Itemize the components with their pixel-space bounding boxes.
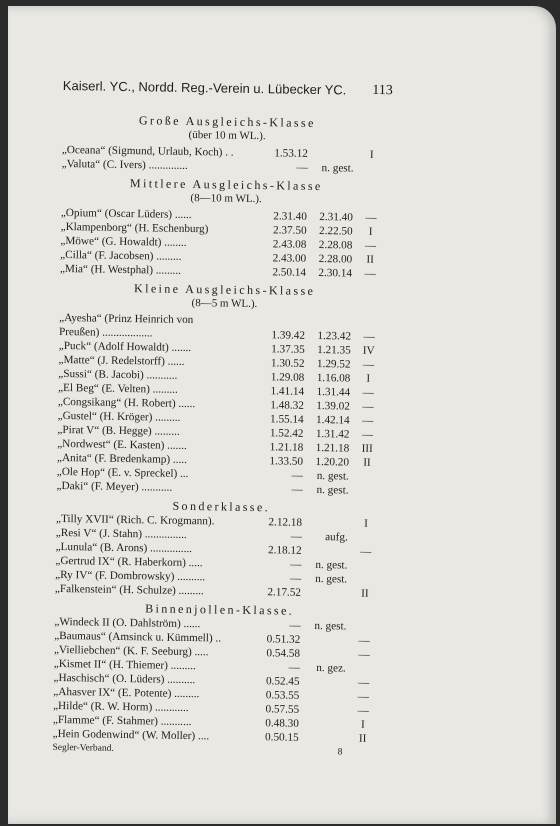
time-sailed: — <box>288 661 300 674</box>
place: II <box>361 587 369 600</box>
time-sailed: 2.50.14 <box>272 266 307 279</box>
time-sailed: 1.21.18 <box>269 441 304 454</box>
book-page <box>8 6 556 824</box>
place: IV <box>362 344 375 357</box>
place: — <box>363 330 375 343</box>
section-subtitle: (8—5 m WL.). <box>191 297 258 311</box>
yacht-entry: „Mia“ (H. Westphal) ......... <box>59 262 182 277</box>
time-sailed: 0.57.55 <box>265 703 300 716</box>
place: III <box>361 442 373 455</box>
time-sailed: — <box>291 483 303 496</box>
place: — <box>357 704 369 717</box>
time-corrected: 2.22.50 <box>318 225 353 238</box>
place <box>357 316 381 330</box>
section-title: Große Ausgleichs-Klasse <box>138 113 316 130</box>
place: — <box>361 414 374 427</box>
time-sailed: — <box>290 530 302 543</box>
place: I <box>360 718 365 731</box>
place <box>355 470 379 484</box>
yacht-entry: „Flamme“ (F. Stahmer) ........... <box>52 713 192 729</box>
time-sailed: 0.52.45 <box>265 675 300 688</box>
footer-sheet-number: 8 <box>337 747 343 758</box>
yacht-entry: „Oceana“ (Sigmund, Urlaub, Koch) . . <box>61 143 234 159</box>
time-corrected: 1.29.52 <box>316 358 351 371</box>
place: — <box>362 358 375 371</box>
time-corrected: n. gest. <box>316 470 349 483</box>
yacht-entry: „Tilly XVII“ (Rich. C. Krogmann). <box>55 512 215 528</box>
yacht-entry: „Daki“ (F. Meyer) ........... <box>56 479 173 494</box>
yacht-entry: „Ry IV“ (F. Dombrowsky) .......... <box>55 568 206 584</box>
time-corrected: n. gest. <box>315 559 348 572</box>
time-corrected: n. gest. <box>316 484 349 497</box>
place: — <box>359 545 372 558</box>
time-corrected: 1.39.02 <box>316 400 350 413</box>
place: I <box>366 372 371 385</box>
time-corrected: 1.42.14 <box>316 414 350 427</box>
time-corrected: 1.21.18 <box>315 442 350 455</box>
time-sailed: 2.12.18 <box>268 516 303 529</box>
yacht-entry: „Congsikang“ (H. Robert) ...... <box>57 395 196 411</box>
section-subtitle: (8—10 m WL.). <box>190 192 262 206</box>
place: I <box>369 148 374 161</box>
time-corrected <box>305 689 351 704</box>
yacht-entry: „El Beg“ (E. Velten) ......... <box>58 381 178 396</box>
place: — <box>357 690 370 703</box>
yacht-entry: „Falkenstein“ (H. Schulze) ......... <box>54 582 204 598</box>
yacht-entry: „Cilla“ (F. Jacobsen) ......... <box>60 248 182 263</box>
time-sailed: 2.17.52 <box>267 586 302 599</box>
place <box>353 559 377 573</box>
time-corrected: 1.31.42 <box>315 428 350 441</box>
time-sailed: 0.54.58 <box>266 647 301 660</box>
time-sailed: 0.51.32 <box>266 633 301 646</box>
time-corrected: n. gest. <box>315 573 348 586</box>
time-sailed <box>265 314 311 329</box>
time-corrected: 2.31.40 <box>319 211 353 224</box>
section-title: Mittlere Ausgleichs-Klasse <box>129 176 323 194</box>
time-sailed: 2.31.40 <box>273 210 307 223</box>
time-sailed: — <box>289 572 302 585</box>
section-title: Kleine Ausgleichs-Klasse <box>133 281 316 298</box>
time-sailed: 1.41.14 <box>270 385 305 398</box>
section-subtitle: (über 10 m WL.). <box>188 128 266 143</box>
yacht-entry: „Ahasver IX“ (E. Potente) ......... <box>53 685 200 701</box>
running-header <box>63 78 393 99</box>
time-corrected <box>305 703 351 718</box>
place <box>354 531 378 545</box>
time-sailed: 1.30.52 <box>270 357 305 370</box>
time-sailed: 1.29.08 <box>270 371 305 384</box>
time-sailed: — <box>291 469 303 482</box>
time-corrected <box>307 586 353 601</box>
time-corrected <box>306 647 352 662</box>
section-title: Binnenjollen-Klasse. <box>145 601 295 618</box>
time-corrected <box>308 516 354 531</box>
yacht-entry: „Baumaus“ (Amsinck u. Kümmell) .. <box>54 629 222 645</box>
yacht-entry: „Lunula“ (B. Arons) ............... <box>55 540 193 556</box>
page-number: 113 <box>372 82 393 99</box>
time-corrected <box>306 633 352 648</box>
yacht-entry: „Valuta“ (C. Ivers) .............. <box>61 157 188 172</box>
time-corrected: n. gest. <box>321 162 354 175</box>
yacht-entry: „Puck“ (Adolf Howaldt) ....... <box>58 339 192 355</box>
yacht-entry: „Pirat V“ (B. Hegge) ......... <box>57 423 180 438</box>
place: I <box>368 225 373 238</box>
time-sailed: 1.33.50 <box>269 455 304 468</box>
time-sailed: 2.43.00 <box>272 252 307 265</box>
place <box>353 573 377 587</box>
time-corrected <box>305 731 351 746</box>
yacht-entry: „Klampenborg“ (H. Eschenburg) <box>60 220 209 236</box>
time-sailed: 1.48.32 <box>270 399 304 412</box>
place: — <box>358 634 370 647</box>
yacht-entry: „Vielliebchen“ (K. F. Seeburg) ..... <box>53 643 209 659</box>
time-corrected: 1.16.08 <box>316 372 351 385</box>
time-corrected: 2.28.00 <box>318 253 353 266</box>
time-sailed: 0.53.55 <box>265 689 300 702</box>
place: — <box>365 211 377 224</box>
time-corrected: 2.30.14 <box>318 267 353 280</box>
place: I <box>364 517 368 530</box>
time-corrected: n. gez. <box>316 662 346 675</box>
time-corrected <box>305 675 351 690</box>
footer-signature: Segler-Verband. <box>52 742 114 754</box>
yacht-entry: „Gustel“ (H. Kröger) ......... <box>57 409 181 424</box>
time-sailed: 1.53.12 <box>274 147 308 160</box>
time-sailed: — <box>290 558 302 571</box>
yacht-entry: „Hilde“ (R. W. Horm) ............ <box>53 699 189 715</box>
yacht-entry: „Möwe“ (G. Howaldt) ........ <box>60 234 187 249</box>
place: II <box>358 732 367 745</box>
time-corrected: aufg. <box>325 531 348 544</box>
time-sailed: — <box>296 161 308 174</box>
yacht-entry: „Haschisch“ (O. Lüders) .......... <box>53 671 196 687</box>
time-sailed: 1.52.42 <box>269 427 304 440</box>
time-sailed: 0.50.15 <box>265 731 299 744</box>
time-corrected: n. gest. <box>314 620 347 633</box>
yacht-entry: Preußen) .................. <box>58 325 153 340</box>
place <box>352 620 376 634</box>
time-corrected: 1.23.42 <box>317 330 352 343</box>
place: — <box>357 676 370 689</box>
place: — <box>364 267 376 280</box>
time-sailed: 2.18.12 <box>267 544 302 557</box>
place: — <box>362 400 374 413</box>
place: — <box>358 648 370 661</box>
yacht-entry: „Kismet II“ (H. Thiemer) ......... <box>53 657 196 673</box>
place: — <box>362 386 374 399</box>
time-corrected: 1.21.35 <box>317 344 351 357</box>
yacht-entry: „Resi V“ (J. Stahn) ............... <box>55 526 187 541</box>
time-sailed: 1.39.42 <box>271 329 306 342</box>
yacht-entry: „Gertrud IX“ (R. Haberkorn) ..... <box>55 554 203 570</box>
header-title: Kaiserl. YC., Nordd. Reg.-Verein u. Lübecker YC. <box>62 78 347 98</box>
time-sailed: 1.55.14 <box>270 413 304 426</box>
time-corrected: 1.20.20 <box>315 456 350 469</box>
yacht-entry: „Anita“ (F. Bredenkamp) ..... <box>56 451 188 466</box>
place: II <box>363 456 371 469</box>
yacht-entry: „Matte“ (J. Redelstorff) ...... <box>58 353 185 368</box>
place: — <box>364 239 377 252</box>
time-corrected <box>311 315 357 330</box>
time-corrected: 1.31.44 <box>316 386 351 399</box>
yacht-entry: „Sussi“ (B. Jacobi) ........... <box>58 367 178 382</box>
place <box>352 662 376 676</box>
place: II <box>366 253 374 266</box>
yacht-entry: „Ole Hop“ (E. v. Spreckel) ... <box>56 465 189 481</box>
time-sailed: 0.48.30 <box>265 717 299 730</box>
yacht-entry: „Opium“ (Oscar Lüders) ...... <box>60 206 192 222</box>
place: — <box>361 428 374 441</box>
section-title: Sonderklasse. <box>172 498 271 515</box>
time-corrected <box>305 717 351 732</box>
time-sailed: 2.37.50 <box>272 224 307 237</box>
time-corrected <box>307 544 353 559</box>
time-sailed: — <box>289 619 301 632</box>
time-sailed: 2.43.08 <box>272 238 307 251</box>
yacht-entry: „Ayesha“ (Prinz Heinrich von <box>59 311 194 327</box>
yacht-entry: „Windeck II (O. Dahlström) ...... <box>54 615 201 631</box>
place <box>354 484 378 498</box>
time-sailed: 1.37.35 <box>271 343 305 356</box>
page-text <box>52 78 393 758</box>
yacht-entry: „Nordwest“ (E. Kasten) ....... <box>57 437 187 452</box>
time-corrected <box>314 147 360 162</box>
yacht-entry: „Hein Godenwind“ (W. Moller) .... <box>52 727 210 743</box>
results-sections <box>53 112 393 746</box>
place <box>360 162 384 176</box>
time-corrected: 2.28.08 <box>318 239 353 252</box>
